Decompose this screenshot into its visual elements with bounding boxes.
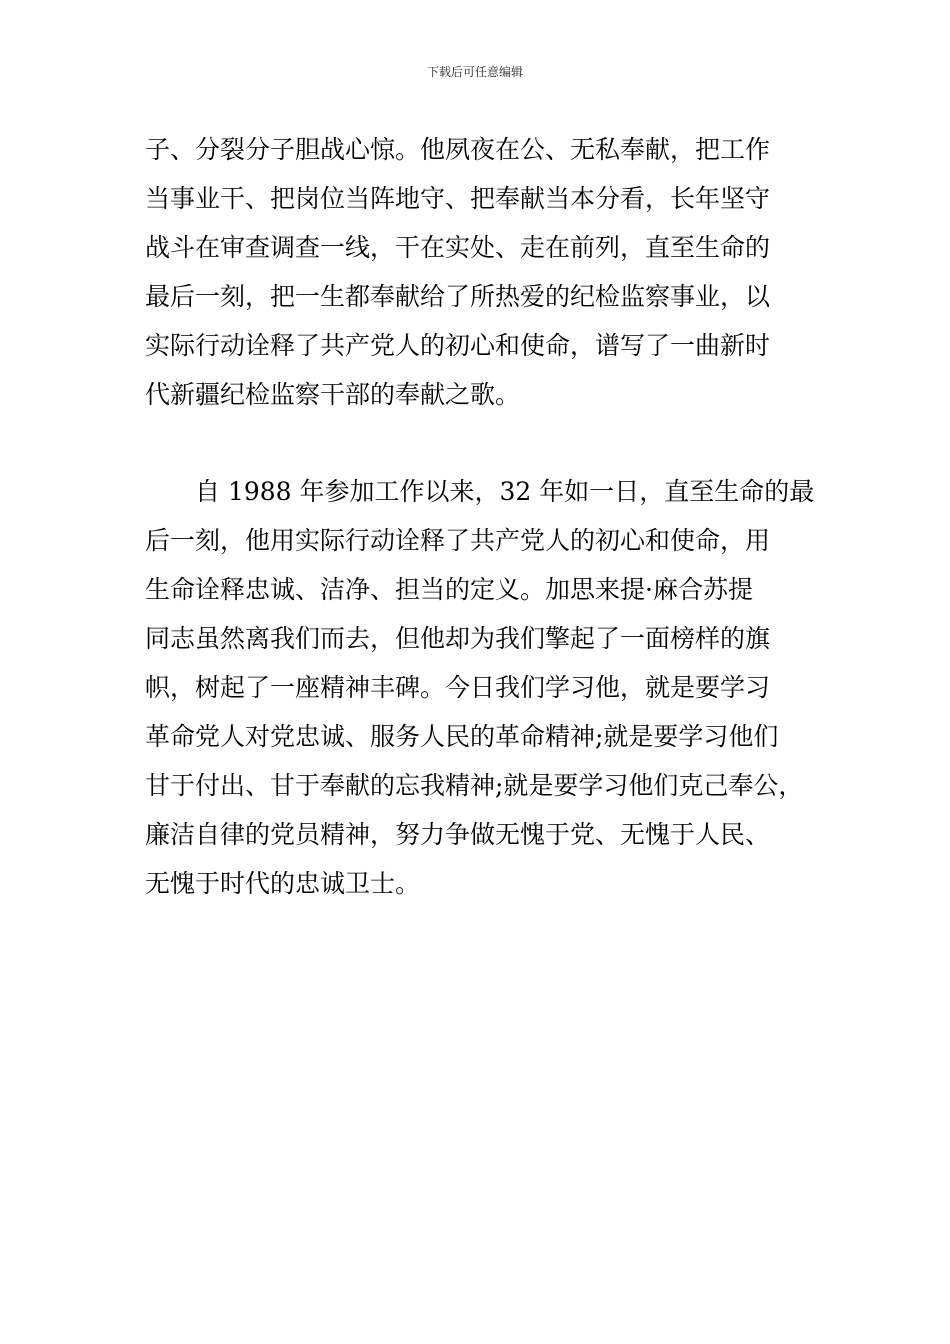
text-line: 生命诠释忠诚、洁净、担当的定义。加思来提·麻合苏提 [145, 575, 753, 604]
page-header: 下载后可任意编辑 [426, 65, 523, 79]
paragraph-2 [145, 467, 825, 908]
text-line: 最后一刻，把一生都奉献给了所热爱的纪检监察事业，以 [145, 282, 771, 311]
paragraph-spacer [145, 419, 825, 467]
text-line: 甘于付出、甘于奉献的忘我精神;就是要学习他们克己奉公， [145, 771, 804, 800]
text-line: 无愧于时代的忠诚卫士。 [145, 869, 421, 898]
text-line: 实际行动诠释了共产党人的初心和使命，谱写了一曲新时 [145, 331, 771, 360]
text-line: 当事业干、把岗位当阵地守、把奉献当本分看，长年坚守 [145, 184, 771, 213]
text-line: 廉洁自律的党员精神，努力争做无愧于党、无愧于人民、 [145, 820, 771, 849]
text-line: 后一刻，他用实际行动诠释了共产党人的初心和使命，用 [145, 526, 771, 555]
text-line: 代新疆纪检监察干部的奉献之歌。 [145, 380, 521, 409]
text-line: 革命党人对党忠诚、服务人民的革命精神;就是要学习他们 [145, 722, 779, 751]
text-line: 帜，树起了一座精神丰碑。今日我们学习他，就是要学习 [145, 673, 771, 702]
document-body [145, 125, 825, 908]
text-line: 子、分裂分子胆战心惊。他夙夜在公、无私奉献，把工作 [145, 135, 771, 164]
text-line: 同志虽然离我们而去，但他却为我们擎起了一面榜样的旗 [145, 624, 771, 653]
text-line: 战斗在审查调查一线，干在实处、走在前列，直至生命的 [145, 233, 771, 262]
paragraph-1 [145, 125, 825, 419]
text-line: 自 1988 年参加工作以来，32 年如一日，直至生命的最 [145, 477, 815, 506]
